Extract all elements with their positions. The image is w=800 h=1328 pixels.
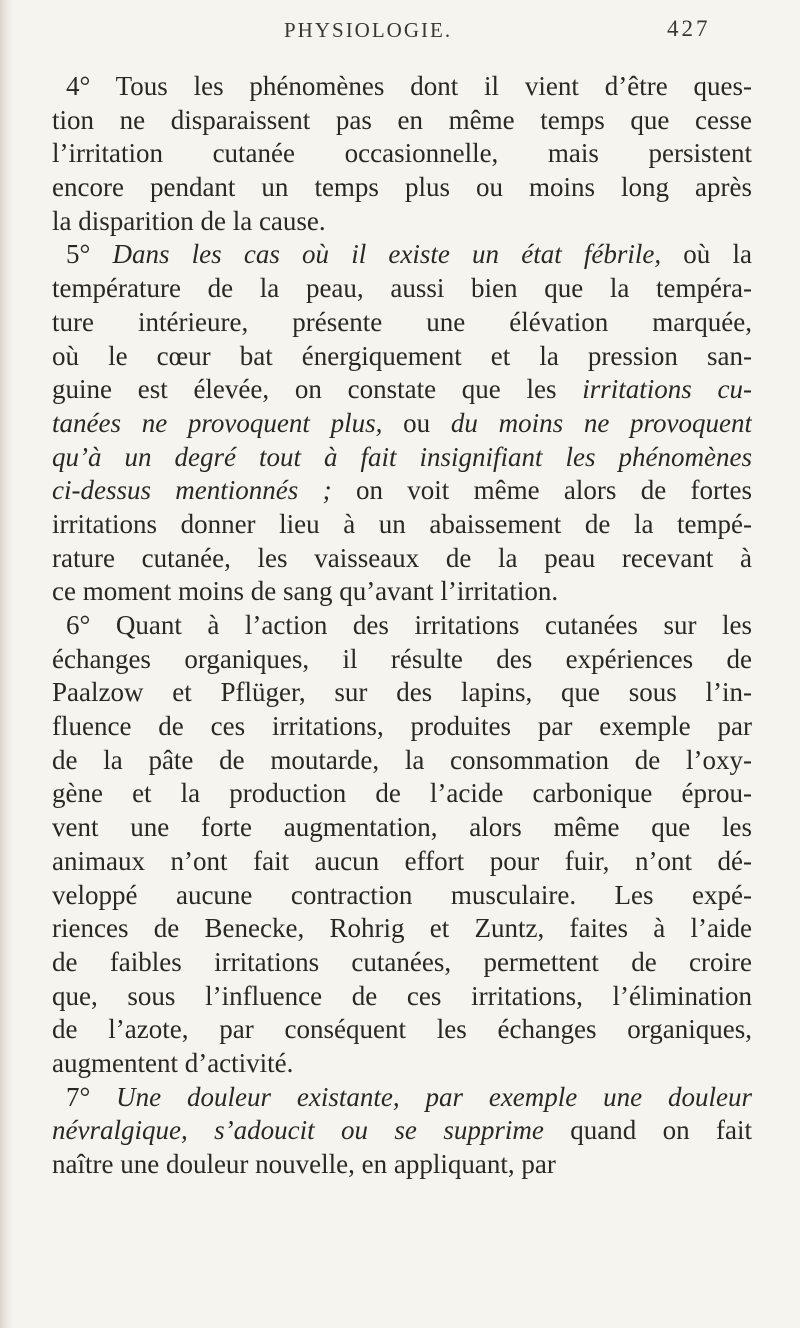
text-segment: fluence de ces irritations, produites par exemple par <box>52 711 752 742</box>
text-line <box>52 542 752 576</box>
page-edge-shadow <box>0 0 14 1328</box>
text-segment: température de la peau, aussi bien que la tempéra- <box>52 273 752 304</box>
text-line <box>52 980 752 1014</box>
text-line <box>52 777 752 811</box>
text-segment: échanges organiques, il résulte des expériences de <box>52 643 752 674</box>
text-segment: rature cutanée, les vaisseaux de la peau recevant à <box>52 542 752 573</box>
text-line <box>52 238 752 272</box>
text-line <box>52 1114 752 1148</box>
text-line <box>52 508 752 542</box>
text-line <box>52 811 752 845</box>
text-segment: encore pendant un temps plus ou moins long après <box>52 172 752 203</box>
text-line <box>52 1013 752 1047</box>
text-segment: 5° <box>66 239 113 270</box>
text-segment: 7° <box>66 1081 117 1112</box>
paragraph <box>52 1081 752 1182</box>
text-line <box>52 306 752 340</box>
text-line <box>52 137 752 171</box>
text-segment: la disparition de la cause. <box>52 205 326 236</box>
text-line <box>52 1047 752 1081</box>
text-line <box>52 205 752 239</box>
text-segment: on voit même alors de fortes <box>331 475 752 506</box>
text-line <box>52 407 752 441</box>
text-segment: riences de Benecke, Rohrig et Zuntz, faites à l’aide <box>52 913 752 944</box>
text-segment: tion ne disparaissent pas en même temps que cesse <box>52 104 752 135</box>
text-segment: veloppé aucune contraction musculaire. Les expé- <box>52 879 752 910</box>
paragraph <box>52 238 752 609</box>
text-line <box>52 575 752 609</box>
text-line <box>52 474 752 508</box>
text-segment: de la pâte de moutarde, la consommation de l’oxy- <box>52 744 752 775</box>
text-line <box>52 1148 752 1182</box>
text-line <box>52 643 752 677</box>
text-segment: guine est élevée, on constate que les <box>52 374 583 405</box>
text-line <box>52 710 752 744</box>
text-segment: augmentent d’activité. <box>52 1047 294 1078</box>
text-line <box>52 744 752 778</box>
text-line <box>52 441 752 475</box>
text-segment: gène et la production de l’acide carbonique éprou- <box>52 778 752 809</box>
text-segment: ture intérieure, présente une élévation marquée, <box>52 306 752 337</box>
text-segment: 4° Tous les phénomènes dont il vient d’être ques- <box>66 71 752 101</box>
text-segment: ou <box>382 407 451 438</box>
body-text <box>52 70 752 1182</box>
text-line <box>52 171 752 205</box>
text-line <box>52 845 752 879</box>
text-segment: irritations donner lieu à un abaissement de la tempé- <box>52 508 752 539</box>
italic-text: irritations cu- <box>582 374 752 405</box>
paragraph <box>52 70 752 238</box>
text-segment: animaux n’ont fait aucun effort pour fuir, n’ont dé- <box>52 845 752 876</box>
italic-text: ci-dessus mentionnés ; <box>52 475 332 506</box>
text-segment: quand on fait <box>543 1115 752 1146</box>
text-line <box>52 946 752 980</box>
paragraph <box>52 609 752 1081</box>
text-segment: vent une forte augmentation, alors même que les <box>52 812 752 843</box>
text-line <box>52 1081 752 1115</box>
text-segment: de faibles irritations cutanées, permettent de croire <box>52 946 752 977</box>
italic-text: névralgique, s’adoucit ou se supprime <box>52 1115 544 1146</box>
running-header <box>52 14 752 46</box>
text-segment: naître une douleur nouvelle, en appliquant, par <box>52 1149 556 1179</box>
text-line <box>52 104 752 138</box>
text-line <box>52 340 752 374</box>
italic-text: du moins ne provoquent <box>450 407 752 438</box>
text-segment: où la <box>661 239 752 270</box>
italic-text: Une douleur existante, par exemple une douleur <box>116 1081 752 1112</box>
running-title: PHYSIOLOGIE. <box>284 18 453 42</box>
page-number: 427 <box>667 16 711 41</box>
text-segment: Paalzow et Pflüger, sur des lapins, que sous l’in- <box>52 677 752 708</box>
italic-text: qu’à un degré tout à fait insignifiant les phénomènes <box>52 441 752 472</box>
text-segment: où le cœur bat énergiquement et la pression san- <box>52 340 752 371</box>
book-page <box>52 0 752 1328</box>
text-line <box>52 879 752 913</box>
text-segment: ce moment moins de sang qu’avant l’irritation. <box>52 576 559 607</box>
text-segment: l’irritation cutanée occasionnelle, mais persistent <box>52 138 752 169</box>
text-line <box>52 272 752 306</box>
text-line <box>52 676 752 710</box>
text-line <box>52 609 752 643</box>
text-line <box>52 912 752 946</box>
text-line <box>52 373 752 407</box>
italic-text: Dans les cas où il existe un état fébrile, <box>112 239 662 270</box>
text-segment: 6° Quant à l’action des irritations cutanées sur les <box>66 610 752 640</box>
text-line <box>52 70 752 104</box>
text-segment: que, sous l’influence de ces irritations, l’élimination <box>52 980 752 1011</box>
text-segment: de l’azote, par conséquent les échanges organiques, <box>52 1014 752 1045</box>
italic-text: tanées ne provoquent plus, <box>52 407 383 438</box>
